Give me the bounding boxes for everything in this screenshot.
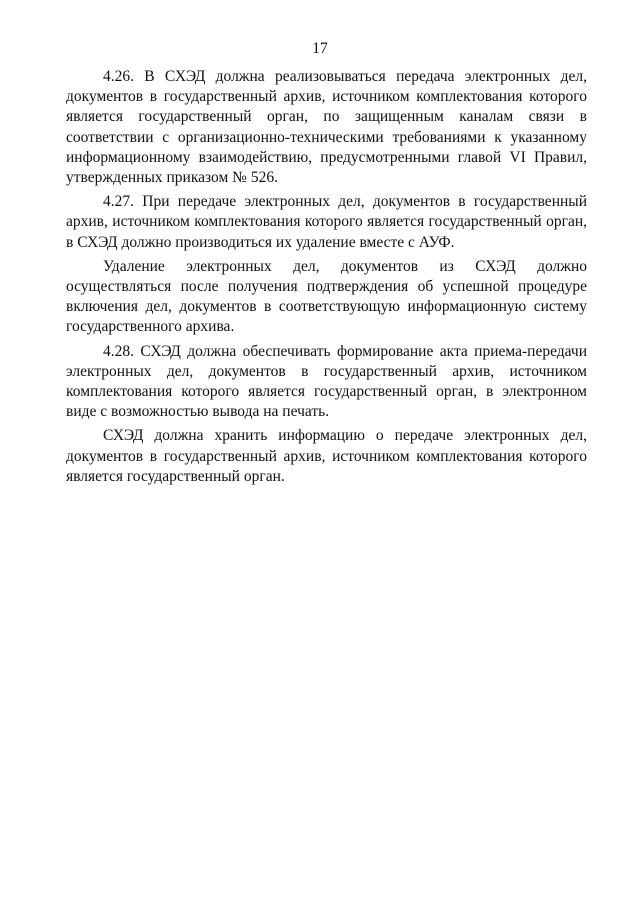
paragraph-deletion: Удаление электронных дел, документов из СХЭД должно осуществляться после получения подтверждения об успешной процедуре включения дел, документов в соответствующую информационную систему государственного архива. xyxy=(66,257,587,336)
paragraph-4-26: 4.26. В СХЭД должна реализовываться передача электронных дел, документов в государственный архив, источником комплектования которого является государственный орган, по защищенным каналам связи в соответствии с организационно-техническими требованиями к указанному информационному взаимодействию, предусмотренными главой VI Правил, утвержденных приказом № 526. xyxy=(66,68,587,187)
paragraph-storage: СХЭД должна хранить информацию о передаче электронных дел, документов в государственный архив, источником комплектования которого является государственный орган. xyxy=(66,427,587,485)
paragraph-4-28: 4.28. СХЭД должна обеспечивать формирование акта приема-передачи электронных дел, документов в государственный архив, источником комплектования которого является государственный орган, в электронном виде с возможностью вывода на печать. xyxy=(66,342,587,421)
page-number: 17 xyxy=(312,40,328,57)
paragraph-4-27: 4.27. При передаче электронных дел, документов в государственный архив, источником комплектования которого является государственный орган, в СХЭД должно производиться их удаление вместе с АУФ. xyxy=(66,193,587,251)
document-body xyxy=(66,67,587,491)
